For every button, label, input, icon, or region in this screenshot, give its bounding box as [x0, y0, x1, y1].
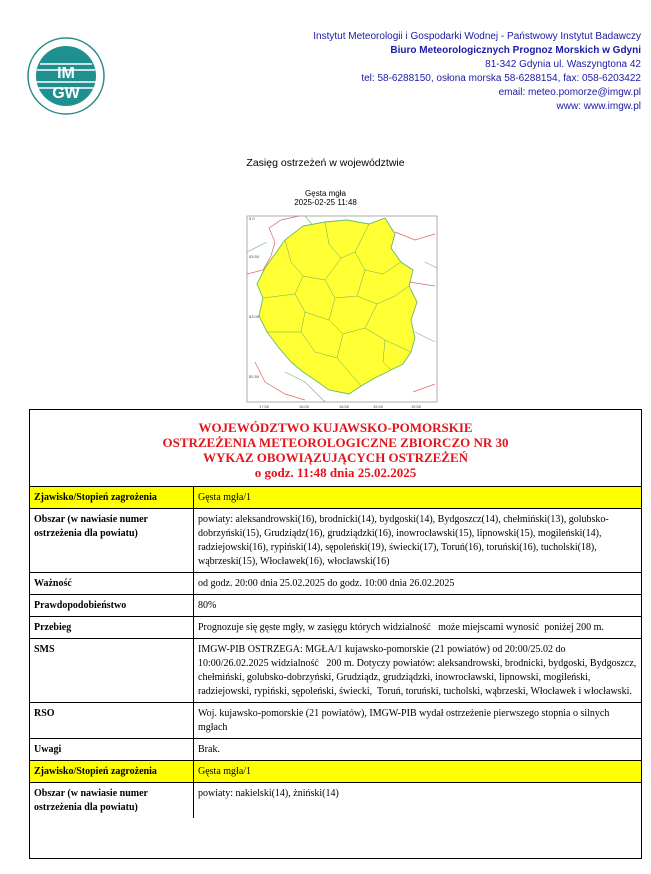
row-label: Prawdopodobieństwo — [30, 595, 194, 617]
logo-text-bottom: GW — [52, 85, 80, 102]
row-label: Ważność — [30, 573, 194, 595]
x-tick-label: 18.50 — [339, 404, 350, 409]
table-row — [30, 573, 641, 595]
table-row — [30, 639, 641, 703]
row-value: Brak. — [194, 739, 642, 761]
table-row — [30, 739, 641, 761]
row-value: powiaty: aleksandrowski(16), brodnicki(14), bydgoski(14), Bydgoszcz(14), chełmiński(13), golubsko-dobrzyński(15), Grudziądz(16), grudziądzki(16), inowrocławski(15), lipnowski(15), mogileński(14), radziejowski(16), rypiński(14), sępoleński(19), świecki(17), Toruń(16), toruński(16), tucholski(18), wąbrzeski(15), Włocławek(16), włocławski(16) — [194, 509, 642, 573]
map-phenomenon: Gęsta mgła — [305, 189, 346, 198]
x-tick-label: 19.00 — [373, 404, 384, 409]
www-line: www: www.imgw.pl — [556, 101, 641, 112]
row-value: powiaty: nakielski(14), żniński(14) — [194, 783, 642, 819]
org-name: Instytut Meteorologii i Gospodarki Wodnej - Państwowy Instytut Badawczy — [313, 31, 641, 42]
row-label: Uwagi — [30, 739, 194, 761]
map-title: Zasięg ostrzeżeń w województwie — [246, 157, 405, 169]
map-datetime: 2025-02-25 11:48 — [294, 198, 357, 207]
table-row — [30, 783, 641, 819]
y-tick-label: 53.50 — [249, 254, 260, 259]
address: 81-342 Gdynia ul. Waszyngtona 42 — [485, 59, 641, 70]
table-row — [30, 617, 641, 639]
doc-title-time: o godz. 11:48 dnia 25.02.2025 — [254, 465, 417, 480]
doc-title-voivodeship: WOJEWÓDZTWO KUJAWSKO-POMORSKIE — [198, 420, 473, 435]
row-value: IMGW-PIB OSTRZEGA: MGŁA/1 kujawsko-pomorskie (21 powiatów) od 20:00/25.02 do 10:00/26.02.2025 widzialność 200 m. Dotyczy powiatów: aleksandrowski, brodnicki, bydgoski, Bydgoszcz, chełmiński, golubsko-dobrzyński, Grudziądz, grudziądzki, inowrocławski, lipnowski, mogileński, radziejowski, rypiński, sępoleński, świecki, Toruń, toruński, tucholski, wąbrzeski, Włocławek i włocławski. — [194, 639, 642, 703]
imgw-logo — [26, 36, 106, 116]
row-label: SMS — [30, 639, 194, 703]
phone-line: tel: 58-6288150, osłona morska 58-6288154, fax: 058-6203422 — [361, 73, 641, 84]
row-value: 80% — [194, 595, 642, 617]
org-header — [221, 30, 641, 114]
warning-map — [245, 212, 445, 412]
office-name: Biuro Meteorologicznych Prognoz Morskich w Gdyni — [390, 45, 641, 56]
warnings-table — [30, 486, 641, 818]
email-line: email: meteo.pomorze@imgw.pl — [498, 87, 641, 98]
map-caption — [0, 189, 651, 207]
table-row — [30, 761, 641, 783]
x-tick-label: 17.50 — [259, 404, 270, 409]
row-value: Gęsta mgła/1 — [194, 487, 642, 509]
row-value: Woj. kujawsko-pomorskie (21 powiatów), IMGW-PIB wydał ostrzeżenie pierwszego stopnia o silnych mgłach — [194, 703, 642, 739]
y-tick-label: 53.00 — [249, 314, 260, 319]
row-label: Obszar (w nawiasie numer ostrzeżenia dla powiatu) — [30, 509, 194, 573]
row-value: Prognozuje się gęste mgły, w zasięgu których widzialność może miejscami wynosić poniżej 200 m. — [194, 617, 642, 639]
row-label: Przebieg — [30, 617, 194, 639]
row-value: od godz. 20:00 dnia 25.02.2025 do godz. 10:00 dnia 26.02.2025 — [194, 573, 642, 595]
table-row — [30, 703, 641, 739]
row-label: Obszar (w nawiasie numer ostrzeżenia dla powiatu) — [30, 783, 194, 819]
row-value: Gęsta mgła/1 — [194, 761, 642, 783]
x-tick-label: 18.00 — [299, 404, 310, 409]
y-tick-label: 5 0 — [249, 216, 255, 221]
warnings-heading — [30, 410, 641, 486]
row-label: Zjawisko/Stopień zagrożenia — [30, 487, 194, 509]
y-tick-label: 52.50 — [249, 374, 260, 379]
row-label: Zjawisko/Stopień zagrożenia — [30, 761, 194, 783]
warnings-document — [29, 409, 642, 859]
x-tick-label: 19.50 — [411, 404, 422, 409]
table-row — [30, 595, 641, 617]
doc-title-list: WYKAZ OBOWIĄZUJĄCYCH OSTRZEŻEŃ — [202, 450, 469, 465]
doc-title-warnings: OSTRZEŻENIA METEOROLOGICZNE ZBIORCZO NR 30 — [162, 435, 509, 450]
table-row — [30, 509, 641, 573]
table-row — [30, 487, 641, 509]
logo-text-top: IM — [57, 65, 75, 82]
row-label: RSO — [30, 703, 194, 739]
